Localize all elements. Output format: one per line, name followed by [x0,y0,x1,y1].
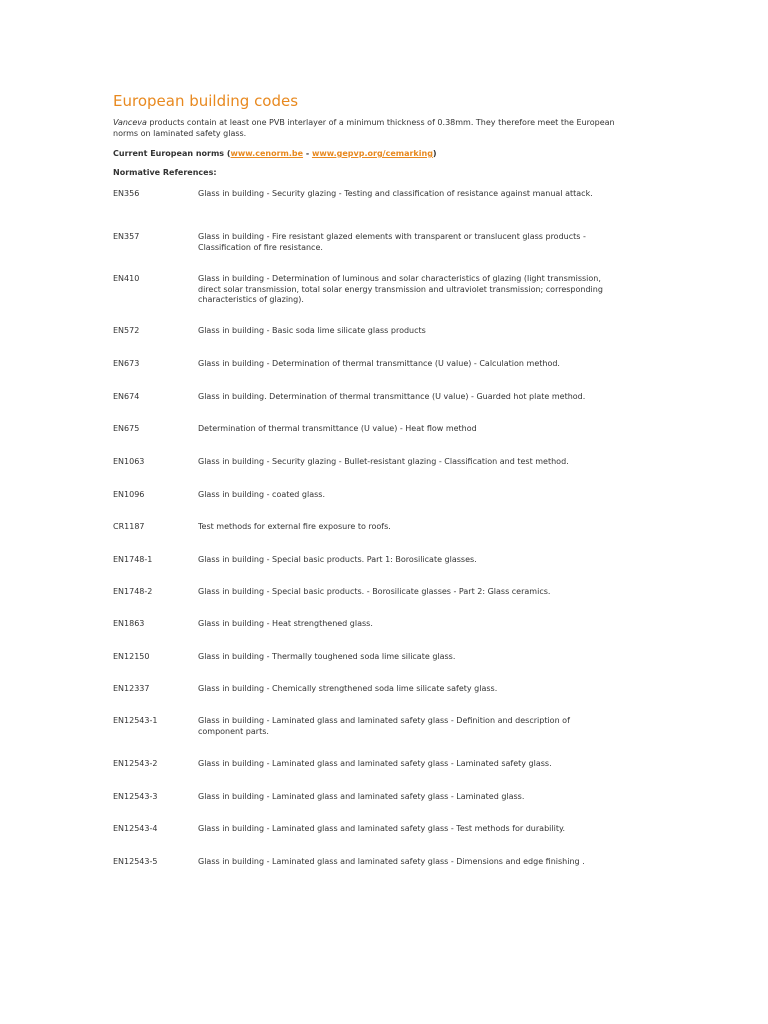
gepvp-link[interactable]: www.gepvp.org/cemarking [311,149,433,158]
reference-description: Glass in building - Security glazing - Bullet-resistant glazing - Classification and test method. [198,457,569,466]
reference-code: EN674 [113,392,140,401]
reference-description: Glass in building - Laminated glass and laminated safety glass - Dimensions and edge finishing . [198,857,585,866]
reference-code: EN1748-1 [113,555,153,564]
reference-description: Glass in building - Basic soda lime silicate glass products [198,326,426,335]
reference-code: EN572 [113,326,140,335]
reference-code: EN1063 [113,457,145,466]
reference-code: EN12150 [113,652,150,661]
paren-close: ) [432,149,437,158]
reference-code: EN356 [113,189,140,198]
reference-description: Test methods for external fire exposure to roofs. [198,522,391,531]
reference-description: Glass in building - Security glazing - Testing and classification of resistance against manual attack. [198,189,593,198]
reference-code: CR1187 [113,522,145,531]
reference-code: EN357 [113,232,140,241]
reference-description: Glass in building - Laminated glass and laminated safety glass - Test methods for durability. [198,824,566,833]
reference-description: Glass in building - Special basic products. - Borosilicate glasses - Part 2: Glass ceramics. [198,587,551,596]
reference-description: Glass in building - Thermally toughened soda lime silicate glass. [198,652,456,661]
cenorm-link[interactable]: www.cenorm.be [230,149,304,158]
reference-description: Glass in building - Laminated glass and laminated safety glass - Laminated safety glass. [198,759,552,768]
normative-references-heading: Normative References: [113,168,217,177]
reference-description: Glass in building - Special basic products. Part 1: Borosilicate glasses. [198,555,477,564]
current-norms-label: Current European norms [113,149,225,158]
intro-text: products contain at least one PVB interlayer of a minimum thickness of 0.38mm. They therefore meet the European norms on laminated safety glass. [113,118,615,138]
reference-code: EN12543-1 [113,716,158,725]
reference-code: EN1096 [113,490,145,499]
page-title: European building codes [113,92,299,110]
intro-paragraph [113,118,633,139]
reference-code: EN12543-3 [113,792,158,801]
reference-code: EN673 [113,359,140,368]
reference-code: EN1748-2 [113,587,153,596]
reference-description: Glass in building - Fire resistant glazed elements with transparent or translucent glass products - Classification of fire resistance. [198,232,586,252]
brand-name: Vanceva [113,118,147,127]
reference-code: EN12543-2 [113,759,158,768]
paren-open: ( [224,149,231,158]
reference-code: EN675 [113,424,140,433]
reference-description: Glass in building - Laminated glass and laminated safety glass - Laminated glass. [198,792,525,801]
reference-code: EN12337 [113,684,150,693]
reference-description: Glass in building - Laminated glass and laminated safety glass - Definition and description of component parts. [198,716,570,736]
link-separator: - [303,149,312,158]
reference-description: Glass in building - Determination of thermal transmittance (U value) - Calculation method. [198,359,560,368]
reference-description: Glass in building - Heat strengthened glass. [198,619,373,628]
reference-code: EN12543-5 [113,857,158,866]
reference-description: Determination of thermal transmittance (U value) - Heat flow method [198,424,477,433]
reference-description: Glass in building. Determination of thermal transmittance (U value) - Guarded hot plate method. [198,392,586,401]
current-norms-line [113,149,437,160]
reference-description: Glass in building - Chemically strengthened soda lime silicate safety glass. [198,684,498,693]
reference-code: EN410 [113,274,140,283]
reference-description: Glass in building - coated glass. [198,490,326,499]
reference-code: EN12543-4 [113,824,158,833]
reference-code: EN1863 [113,619,145,628]
reference-description: Glass in building - Determination of luminous and solar characteristics of glazing (light transmission, direct solar transmission, total solar energy transmission and ultraviolet transmission; corresponding characteristics of glazing). [198,274,603,304]
